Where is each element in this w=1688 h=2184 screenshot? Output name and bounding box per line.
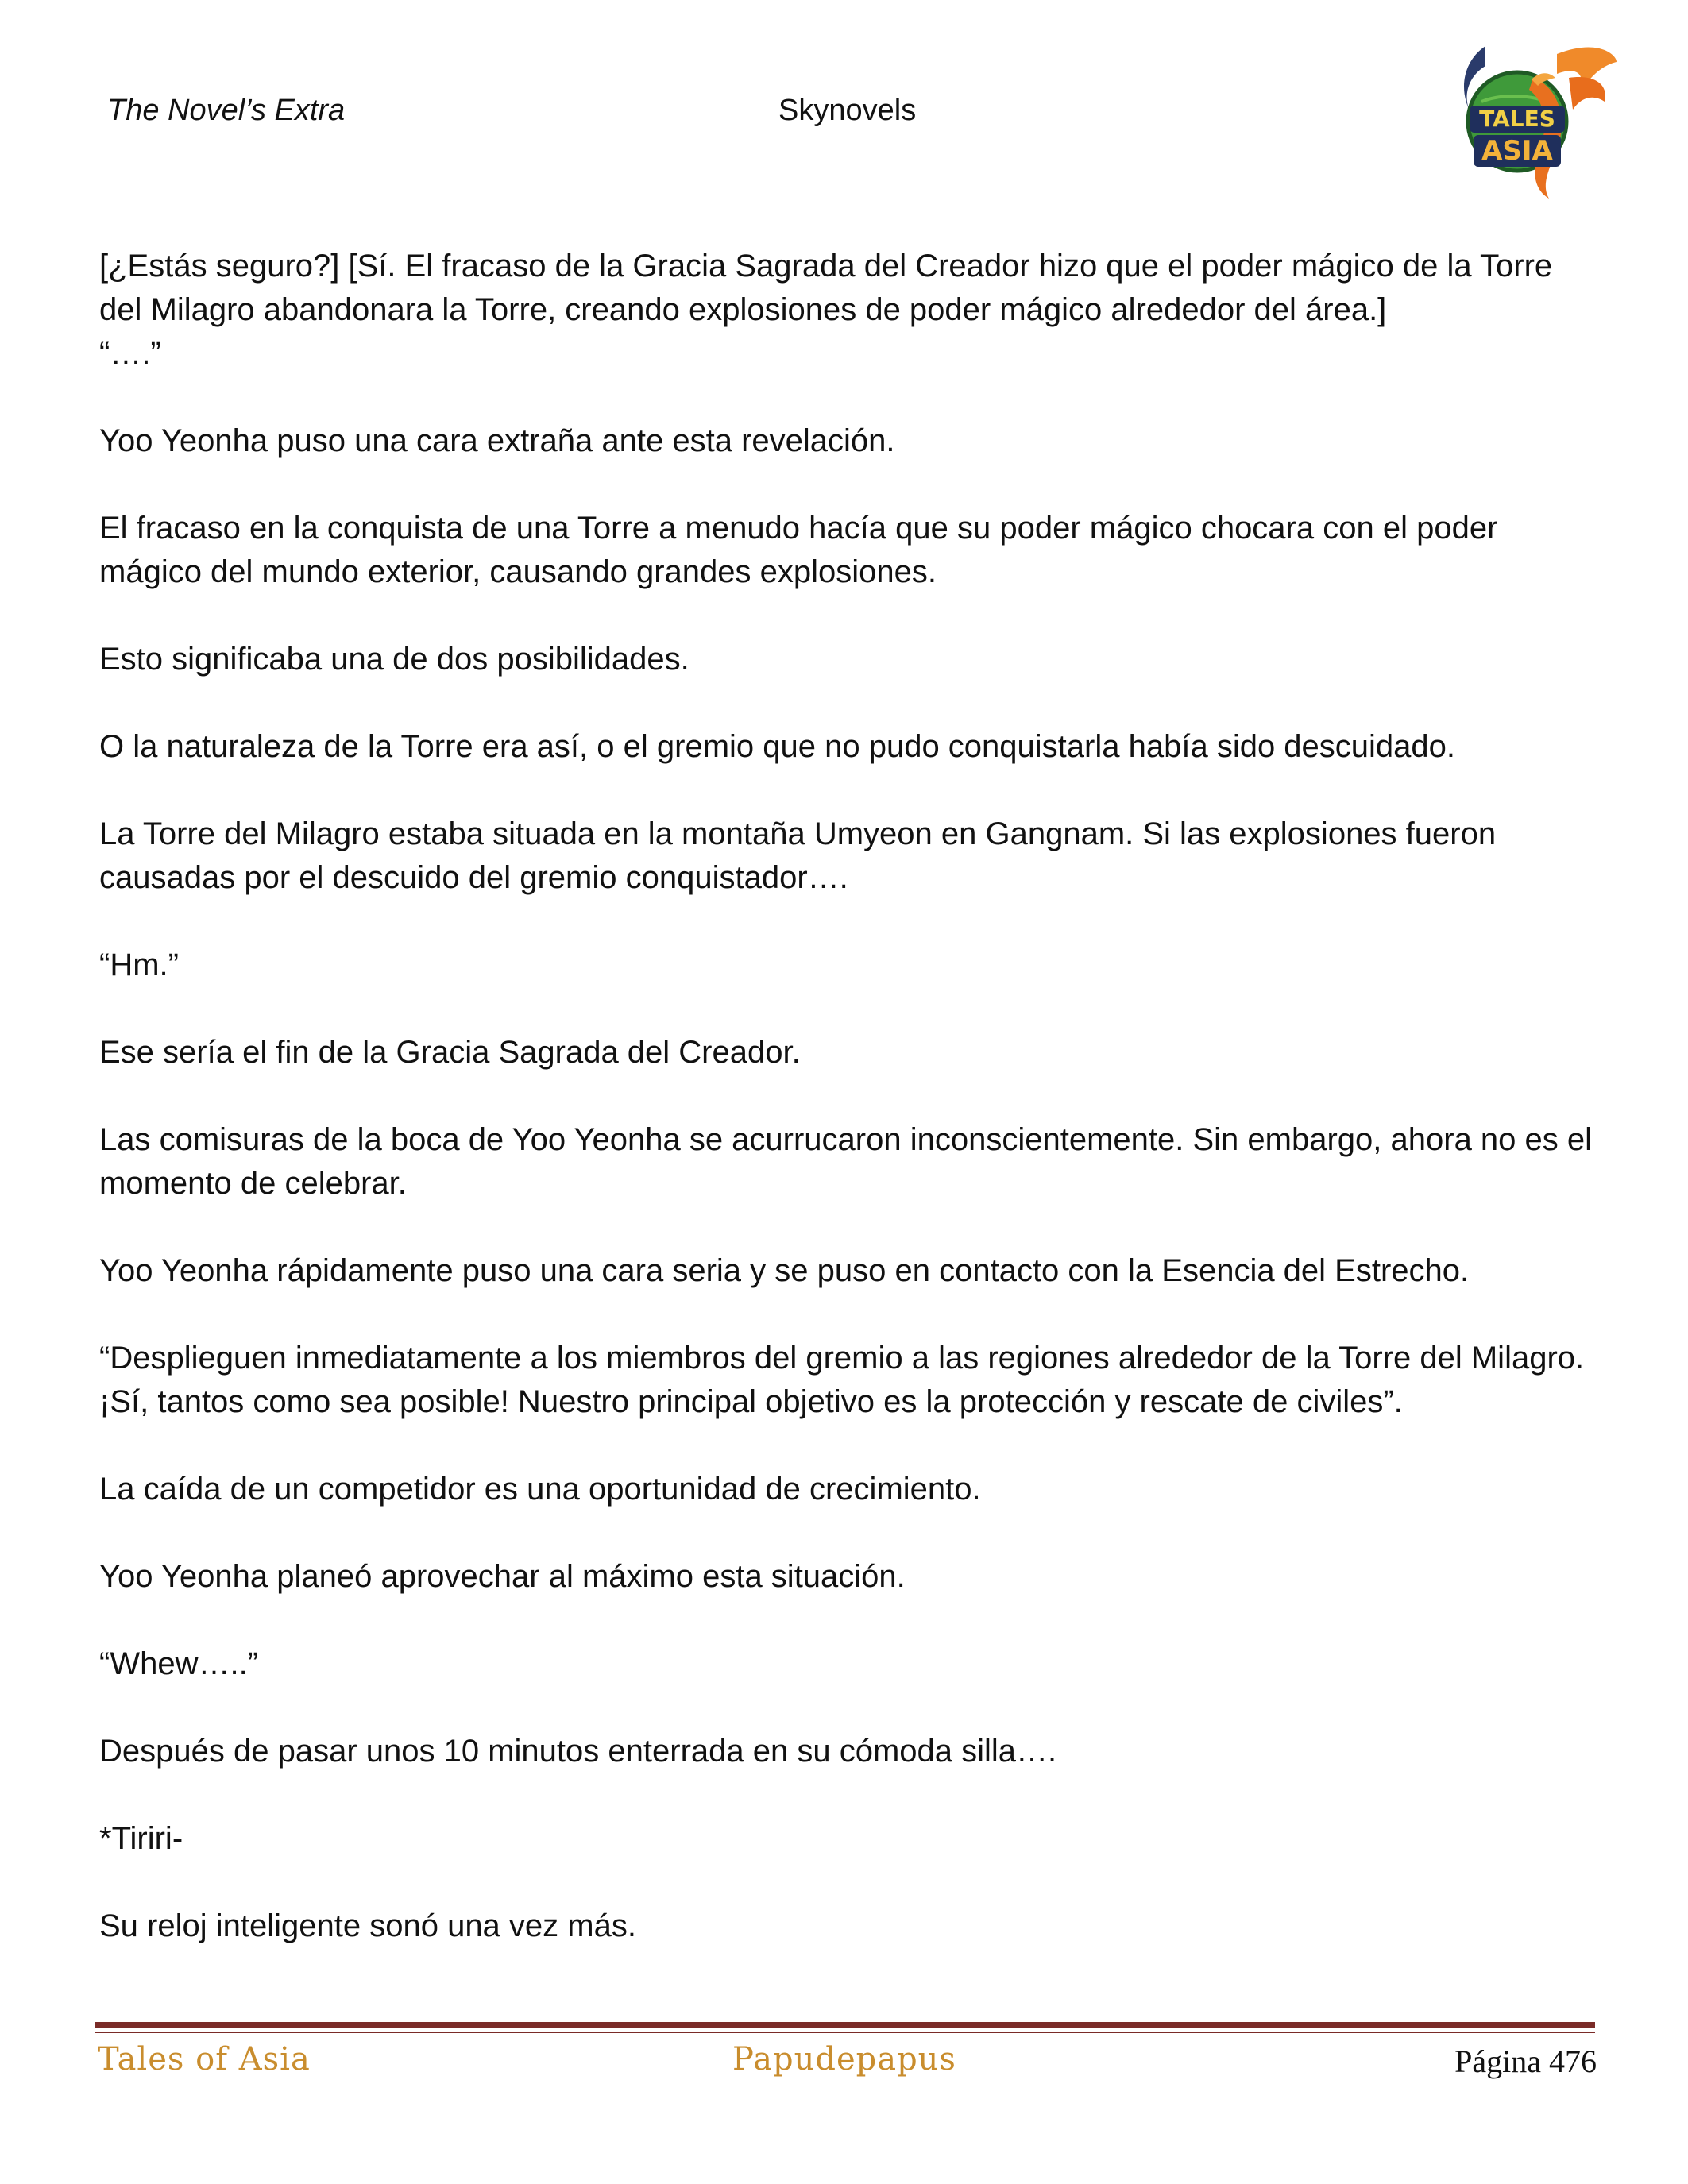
paragraph: Ese sería el fin de la Gracia Sagrada del Creador. [99, 1035, 801, 1070]
tales-of-asia-dragon-logo [1438, 30, 1620, 201]
paragraph: Yoo Yeonha planeó aprovechar al máximo esta situación. [99, 1559, 906, 1594]
chapter-body [99, 245, 1593, 1992]
paragraph: La caída de un competidor es una oportunidad de crecimiento. [99, 1472, 981, 1507]
page-number [1454, 2043, 1597, 2080]
page-label: Página [1454, 2043, 1541, 2079]
page-number-value: 476 [1549, 2043, 1597, 2079]
novel-title: The Novel’s Extra [107, 94, 346, 127]
footer-translator: Papudepapus [732, 2041, 956, 2078]
paragraph: El fracaso en la conquista de una Torre a menudo hacía que su poder mágico chocara con el poder mágico del mundo exterior, causando grandes explosiones. [99, 511, 1498, 589]
paragraph: Esto significaba una de dos posibilidades. [99, 642, 689, 677]
footer-divider [95, 2022, 1595, 2028]
paragraph: La Torre del Milagro estaba situada en la montaña Umyeon en Gangnam. Si las explosiones fueron causadas por el descuido del gremio conquistador…. [99, 816, 1497, 895]
paragraph: *Tiriri- [99, 1821, 183, 1856]
footer-divider-thin [95, 2032, 1595, 2033]
paragraph: Yoo Yeonha rápidamente puso una cara seria y se puso en contacto con la Esencia del Estrecho. [99, 1253, 1470, 1288]
footer-publisher: Tales of Asia [98, 2041, 311, 2078]
paragraph: Su reloj inteligente sonó una vez más. [99, 1908, 636, 1943]
paragraph: Las comisuras de la boca de Yoo Yeonha se acurrucaron inconscientemente. Sin embargo, ahora no es el momento de celebrar. [99, 1122, 1593, 1201]
paragraph: [¿Estás seguro?] [Sí. El fracaso de la Gracia Sagrada del Creador hizo que el poder mágico de la Torre del Milagro abandonara la Torre, creando explosiones de poder mágico alrededor del área.] [99, 249, 1553, 327]
paragraph: “Whew…..” [99, 1646, 258, 1681]
paragraph: “….” [99, 336, 161, 371]
paragraph: Yoo Yeonha puso una cara extraña ante esta revelación. [99, 423, 895, 458]
paragraph: “Desplieguen inmediatamente a los miembros del gremio a las regiones alrededor de la Torre del Milagro. ¡Sí, tantos como sea posible! Nuestro principal objetivo es la protección y rescate de civiles”. [99, 1341, 1585, 1419]
paragraph: Después de pasar unos 10 minutos enterrada en su cómoda silla…. [99, 1734, 1057, 1769]
paragraph: “Hm.” [99, 947, 179, 982]
site-name: Skynovels [778, 94, 917, 127]
paragraph: O la naturaleza de la Torre era así, o el gremio que no pudo conquistarla había sido descuidado. [99, 729, 1456, 764]
logo-text-asia: ASIA [1481, 135, 1553, 167]
logo-text-tales: TALES [1479, 106, 1555, 132]
